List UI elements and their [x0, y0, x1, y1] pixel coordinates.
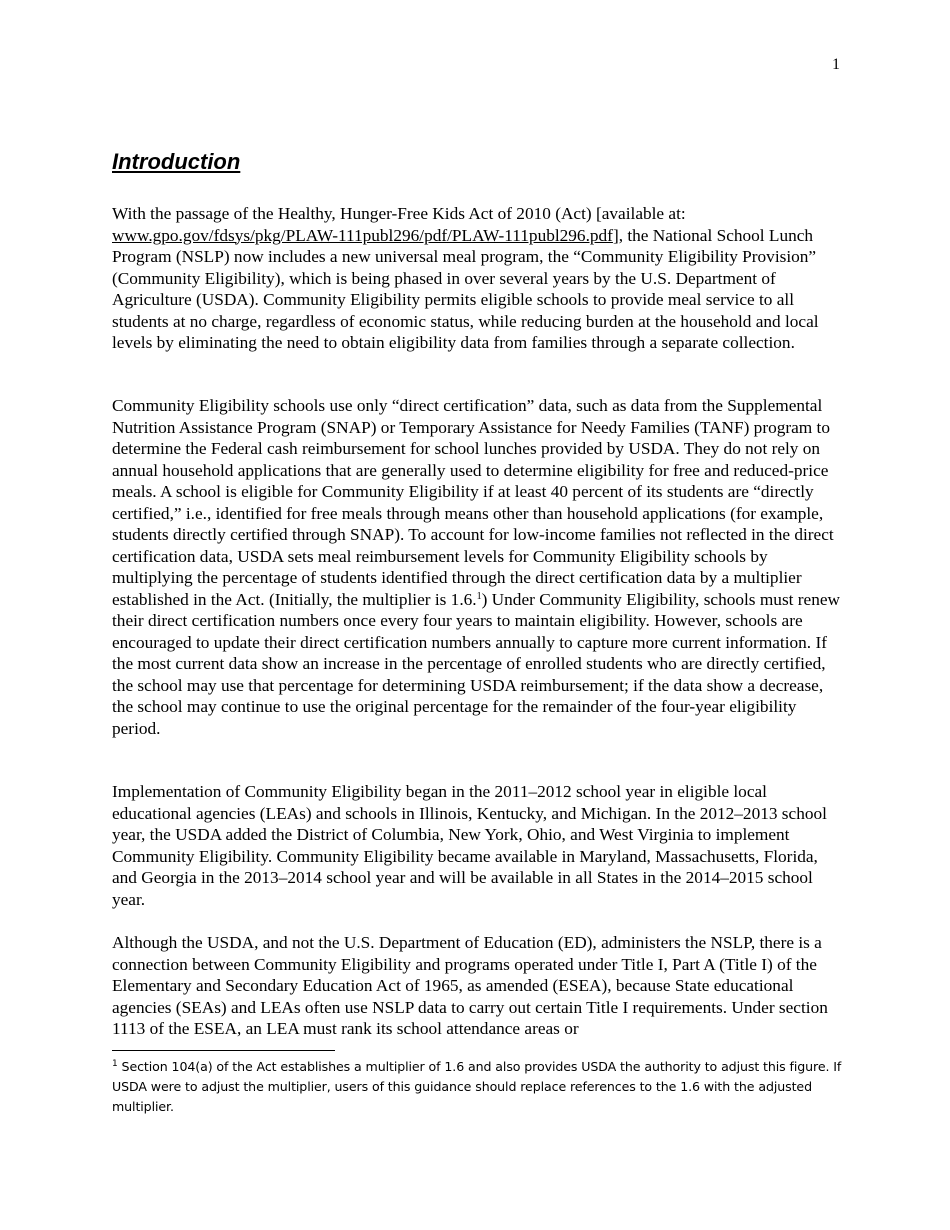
paragraph-intro	[112, 203, 842, 354]
paragraph-text: Community Eligibility schools use only “direct certification” data, such as data from the Supplemental Nutrition Assistance Program (SNAP) or Temporary Assistance for Needy Families (TANF) program to determine the Federal cash reimbursement for school lunches provided by USDA. They do not rely on annual household applications that are generally used to determine eligibility for free and reduced-price meals. A school is eligible for Community Eligibility if at least 40 percent of its students are “directly certified,” i.e., identified for free meals through means other than household applications (for example, students directly certified through SNAP). To account for low-income families not reflected in the direct certification data, USDA sets meal reimbursement levels for Community Eligibility schools by multiplying the percentage of students identified through the direct certification data by a multiplier established in the Act. (Initially, the multiplier is 1.6.	[112, 396, 834, 609]
paragraph-text: ) Under Community Eligibility, schools must renew their direct certification numbers once every four years to maintain eligibility. However, schools are encouraged to update their direct certification numbers annually to capture more current information. If the most current data show an increase in the percentage of enrolled students who are directly certified, the school may use that percentage for determining USDA reimbursement; if the data show a decrease, the school may continue to use the original percentage for the remainder of the four-year eligibility period.	[112, 589, 841, 738]
paragraph-title-i-connection: Although the USDA, and not the U.S. Department of Education (ED), administers the NSLP, there is a connection between Community Eligibility and programs operated under Title I, Part A (Title I) of the Elementary and Secondary Education Act of 1965, as amended (ESEA), because State educational agencies (SEAs) and LEAs often use NSLP data to carry out certain Title I requirements. Under section 1113 of the ESEA, an LEA must rank its school attendance areas or	[112, 933, 828, 1038]
footnote-divider	[112, 1050, 335, 1051]
page-number: 1	[832, 56, 840, 73]
paragraph-direct-certification	[112, 395, 842, 739]
footnote	[112, 1057, 842, 1117]
paragraph-text: ], the National School Lunch Program (NSLP) now includes a new universal meal program, the “Community Eligibility Provision” (Community Eligibility), which is being phased in over several years by the U.S. Department of Agriculture (USDA). Community Eligibility permits eligible schools to provide meal service to all students at no charge, regardless of economic status, while reducing burden at the household and local levels by eliminating the need to obtain eligibility data from families through a separate collection.	[112, 225, 819, 352]
footnote-reference[interactable]: 1	[476, 590, 482, 602]
section-heading: Introduction	[112, 149, 241, 174]
paragraph-text: With the passage of the Healthy, Hunger-Free Kids Act of 2010 (Act) [available at:	[112, 204, 686, 223]
footnote-text: Section 104(a) of the Act establishes a multiplier of 1.6 and also provides USDA the authority to adjust this figure. If USDA were to adjust the multiplier, users of this guidance should replace references to the 1.6 with the adjusted multiplier.	[112, 1059, 842, 1114]
gpo-link[interactable]: www.gpo.gov/fdsys/pkg/PLAW-111publ296/pdf/PLAW-111publ296.pdf	[112, 225, 613, 245]
footnote-marker: 1	[112, 1059, 118, 1069]
paragraph-implementation: Implementation of Community Eligibility began in the 2011–2012 school year in eligible local educational agencies (LEAs) and schools in Illinois, Kentucky, and Michigan. In the 2012–2013 school year, the USDA added the District of Columbia, New York, Ohio, and West Virginia to implement Community Eligibility. Community Eligibility became available in Maryland, Massachusetts, Florida, and Georgia in the 2013–2014 school year and will be available in all States in the 2014–2015 school year.	[112, 782, 827, 909]
